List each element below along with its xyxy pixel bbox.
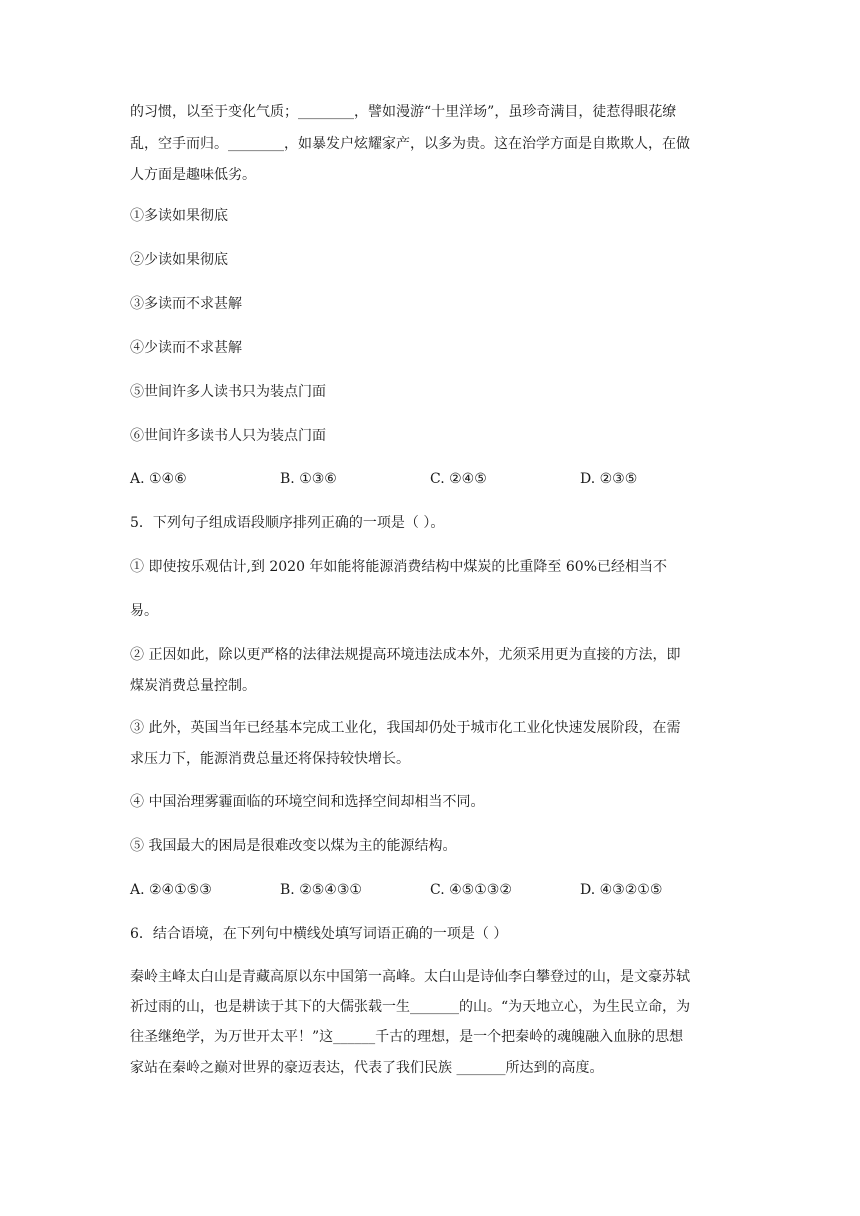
q5-sentence-4: ④ 中国治理雾霾面临的环境空间和选择空间却相当不同。 [130,794,485,810]
q4-item: ⑥世间许多读书人只为装点门面 [130,428,326,444]
q5-sentence-3: ③ 此外，英国当年已经基本完成工业化，我国却仍处于城市化工业化快速发展阶段，在需 [130,720,681,736]
q4-item: ④少读而不求甚解 [130,340,242,356]
q4-option-b[interactable]: B. ①③⑥ [280,471,337,487]
q5-sentence-1-cont: 易。 [130,603,158,619]
q4-option-a[interactable]: A. ①④⑥ [130,471,187,487]
q4-item: ②少读如果彻底 [130,252,228,268]
q5-option-b[interactable]: B. ②⑤④③① [280,882,362,898]
q4-option-d[interactable]: D. ②③⑤ [580,471,638,487]
passage-line: 乱，空手而归。________，如暴发户炫耀家产，以多为贵。这在治学方面是自欺欺人，在做 [130,136,690,152]
q5-sentence-1: ① 即使按乐观估计,到 2020 年如能将能源消费结构中煤炭的比重降至 60%已经相当不 [130,559,667,575]
q4-item: ⑤世间许多人读书只为装点门面 [130,384,326,400]
passage-line: 人方面是趣味低劣。 [130,167,256,183]
q5-sentence-3-cont: 求压力下，能源消费总量还将保持较快增长。 [130,751,410,767]
q6-passage-line: 家站在秦岭之巅对世界的豪迈表达，代表了我们民族 _______所达到的高度。 [130,1060,604,1076]
q5-option-d[interactable]: D. ④③②①⑤ [580,882,663,898]
q6-passage-line: 祈过雨的山，也是耕读于其下的大儒张载一生_______的山。“为天地立心，为生民立命，为 [130,999,691,1015]
q5-option-a[interactable]: A. ②④①⑤③ [130,882,212,898]
q4-item: ③多读而不求甚解 [130,296,242,312]
passage-line: 的习惯，以至于变化气质；________，譬如漫游“十里洋场”，虽珍奇满目，徒惹得眼花缭 [130,104,677,120]
q6-passage-line: 秦岭主峰太白山是青藏高原以东中国第一高峰。太白山是诗仙李白攀登过的山，是文豪苏轼 [130,969,690,985]
q5-sentence-5: ⑤ 我国最大的困局是很难改变以煤为主的能源结构。 [130,838,457,854]
q5-sentence-2-cont: 煤炭消费总量控制。 [130,678,256,694]
q5-option-c[interactable]: C. ④⑤①③② [430,882,512,898]
q4-option-c[interactable]: C. ②④⑤ [430,471,487,487]
q5-stem: 5．下列句子组成语段顺序排列正确的一项是（ ）。 [130,515,445,531]
q6-passage-line: 往圣继绝学，为万世开太平！”这______千古的理想，是一个把秦岭的魂魄融入血脉的思想 [130,1029,684,1045]
q5-sentence-2: ② 正因如此，除以更严格的法律法规提高环境违法成本外，尤须采用更为直接的方法，即 [130,647,681,663]
q6-stem: 6．结合语境，在下列句中横线处填写词语正确的一项是（ ） [130,926,508,942]
q4-item: ①多读如果彻底 [130,208,228,224]
